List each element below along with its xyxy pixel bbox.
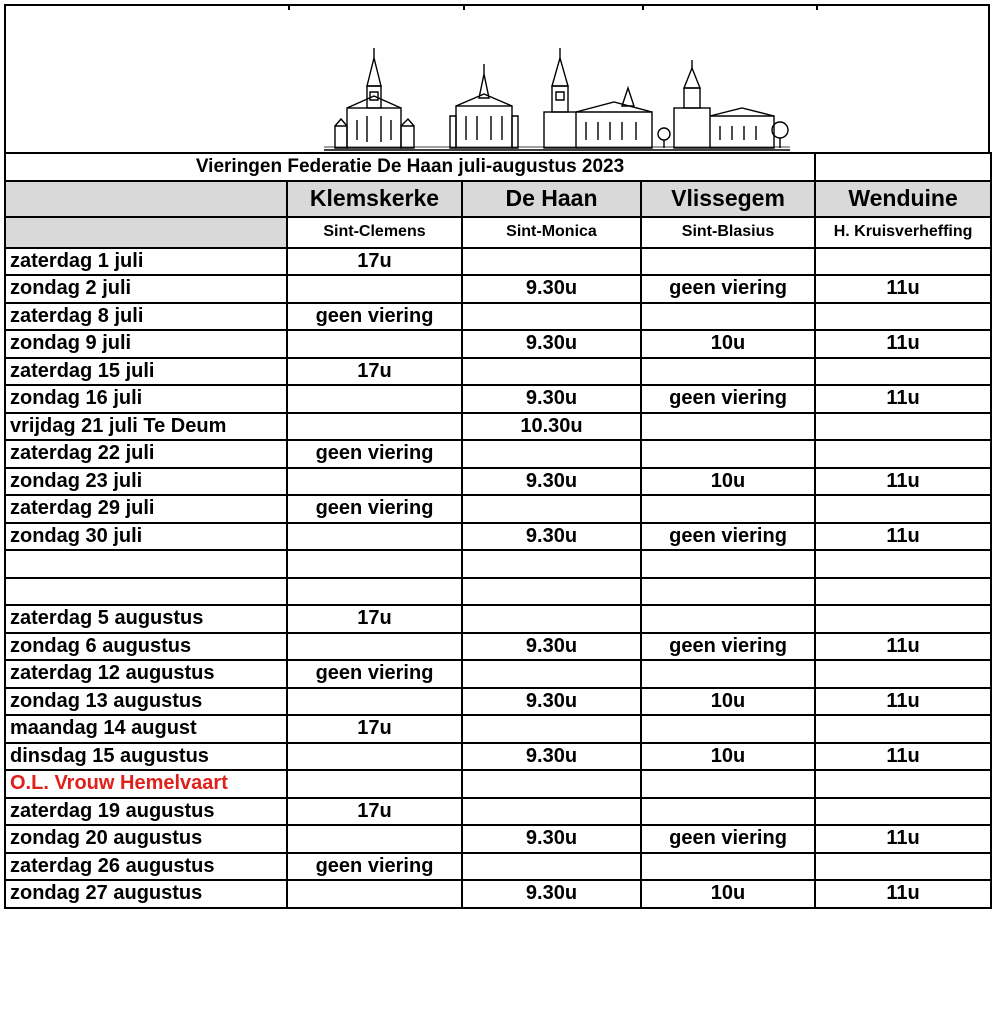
time-cell	[462, 303, 641, 331]
time-cell	[287, 688, 462, 716]
time-cell	[287, 578, 462, 606]
time-cell	[287, 330, 462, 358]
time-cell: 9.30u	[462, 385, 641, 413]
day-cell: O.L. Vrouw Hemelvaart	[5, 770, 287, 798]
time-cell: geen viering	[641, 385, 815, 413]
parish-klemskerke: Klemskerke	[287, 181, 462, 217]
time-cell: 11u	[815, 880, 991, 908]
time-cell	[815, 495, 991, 523]
parish-vlissegem: Vlissegem	[641, 181, 815, 217]
time-cell	[287, 275, 462, 303]
time-cell	[462, 358, 641, 386]
time-cell	[287, 825, 462, 853]
day-cell: zaterdag 26 augustus	[5, 853, 287, 881]
time-cell	[815, 440, 991, 468]
time-cell	[462, 578, 641, 606]
time-cell	[462, 550, 641, 578]
title-row	[5, 153, 991, 181]
table-row	[5, 825, 991, 853]
table-row	[5, 275, 991, 303]
time-cell	[815, 605, 991, 633]
time-cell: 17u	[287, 798, 462, 826]
church-sint-monica: Sint-Monica	[462, 217, 641, 248]
time-cell	[462, 798, 641, 826]
table-row	[5, 798, 991, 826]
time-cell: geen viering	[287, 303, 462, 331]
time-cell: geen viering	[641, 633, 815, 661]
table-row	[5, 330, 991, 358]
table-row	[5, 688, 991, 716]
time-cell: 11u	[815, 743, 991, 771]
page-title: Vieringen Federatie De Haan juli-augustus 2023	[5, 153, 815, 181]
time-cell	[462, 605, 641, 633]
time-cell	[287, 743, 462, 771]
time-cell	[815, 303, 991, 331]
day-cell: zaterdag 29 juli	[5, 495, 287, 523]
time-cell: geen viering	[287, 853, 462, 881]
time-cell: geen viering	[287, 440, 462, 468]
time-cell	[287, 880, 462, 908]
schedule-table	[4, 152, 992, 909]
day-cell: vrijdag 21 juli Te Deum	[5, 413, 287, 441]
time-cell: 9.30u	[462, 330, 641, 358]
time-cell: 11u	[815, 330, 991, 358]
time-cell	[462, 770, 641, 798]
church-header-row	[5, 217, 991, 248]
time-cell: 10.30u	[462, 413, 641, 441]
time-cell	[815, 715, 991, 743]
time-cell	[641, 660, 815, 688]
time-cell: 9.30u	[462, 825, 641, 853]
day-cell: zaterdag 12 augustus	[5, 660, 287, 688]
table-row	[5, 853, 991, 881]
day-cell: zaterdag 5 augustus	[5, 605, 287, 633]
day-cell: zondag 23 juli	[5, 468, 287, 496]
time-cell: geen viering	[287, 660, 462, 688]
table-row	[5, 303, 991, 331]
time-cell	[815, 578, 991, 606]
time-cell	[641, 358, 815, 386]
time-cell: 11u	[815, 688, 991, 716]
day-cell: zondag 9 juli	[5, 330, 287, 358]
time-cell: 10u	[641, 330, 815, 358]
table-row	[5, 523, 991, 551]
time-cell	[641, 715, 815, 743]
time-cell	[815, 413, 991, 441]
time-cell	[641, 798, 815, 826]
time-cell	[641, 248, 815, 276]
time-cell	[462, 660, 641, 688]
table-row	[5, 495, 991, 523]
church-villages-drawing-icon	[322, 46, 792, 156]
time-cell	[815, 358, 991, 386]
day-cell: zaterdag 15 juli	[5, 358, 287, 386]
day-cell: zondag 20 augustus	[5, 825, 287, 853]
time-cell: geen viering	[287, 495, 462, 523]
time-cell: 17u	[287, 605, 462, 633]
church-h-kruisverheffing: H. Kruisverheffing	[815, 217, 991, 248]
day-cell	[5, 578, 287, 606]
parish-de-haan: De Haan	[462, 181, 641, 217]
time-cell	[462, 495, 641, 523]
time-cell	[641, 550, 815, 578]
table-row	[5, 578, 991, 606]
time-cell: 17u	[287, 358, 462, 386]
time-cell: 10u	[641, 688, 815, 716]
time-cell	[641, 770, 815, 798]
time-cell	[641, 605, 815, 633]
banner	[4, 4, 990, 154]
parish-wenduine: Wenduine	[815, 181, 991, 217]
time-cell	[641, 303, 815, 331]
table-row	[5, 468, 991, 496]
time-cell	[815, 853, 991, 881]
time-cell	[462, 715, 641, 743]
time-cell: 10u	[641, 743, 815, 771]
time-cell: 17u	[287, 715, 462, 743]
time-cell	[287, 770, 462, 798]
time-cell	[462, 248, 641, 276]
day-cell: zondag 6 augustus	[5, 633, 287, 661]
time-cell	[287, 523, 462, 551]
table-row	[5, 413, 991, 441]
day-cell: zaterdag 8 juli	[5, 303, 287, 331]
time-cell	[287, 468, 462, 496]
time-cell: geen viering	[641, 275, 815, 303]
time-cell	[815, 770, 991, 798]
time-cell: 10u	[641, 880, 815, 908]
day-cell: zondag 27 augustus	[5, 880, 287, 908]
table-row	[5, 770, 991, 798]
table-row	[5, 385, 991, 413]
time-cell	[287, 385, 462, 413]
day-cell: zondag 30 juli	[5, 523, 287, 551]
time-cell	[641, 440, 815, 468]
day-cell: zondag 16 juli	[5, 385, 287, 413]
time-cell: 11u	[815, 523, 991, 551]
table-row	[5, 550, 991, 578]
table-row	[5, 248, 991, 276]
time-cell	[815, 660, 991, 688]
table-row	[5, 715, 991, 743]
time-cell	[462, 440, 641, 468]
table-row	[5, 743, 991, 771]
time-cell: 11u	[815, 385, 991, 413]
time-cell: 11u	[815, 633, 991, 661]
time-cell	[287, 413, 462, 441]
time-cell	[815, 798, 991, 826]
time-cell	[287, 633, 462, 661]
time-cell: 9.30u	[462, 688, 641, 716]
church-sint-blasius: Sint-Blasius	[641, 217, 815, 248]
day-cell: zaterdag 1 juli	[5, 248, 287, 276]
time-cell: 9.30u	[462, 880, 641, 908]
time-cell: 17u	[287, 248, 462, 276]
time-cell	[815, 248, 991, 276]
time-cell	[815, 550, 991, 578]
day-cell: zaterdag 22 juli	[5, 440, 287, 468]
church-sint-clemens: Sint-Clemens	[287, 217, 462, 248]
time-cell: 9.30u	[462, 468, 641, 496]
time-cell: 9.30u	[462, 275, 641, 303]
day-cell: dinsdag 15 augustus	[5, 743, 287, 771]
time-cell: 9.30u	[462, 633, 641, 661]
time-cell: geen viering	[641, 523, 815, 551]
time-cell: 11u	[815, 825, 991, 853]
table-row	[5, 633, 991, 661]
time-cell	[641, 413, 815, 441]
day-cell: zondag 2 juli	[5, 275, 287, 303]
time-cell: 9.30u	[462, 743, 641, 771]
table-row	[5, 660, 991, 688]
time-cell: 11u	[815, 275, 991, 303]
day-cell: zaterdag 19 augustus	[5, 798, 287, 826]
time-cell: 9.30u	[462, 523, 641, 551]
time-cell	[462, 853, 641, 881]
time-cell	[641, 853, 815, 881]
day-cell	[5, 550, 287, 578]
table-row	[5, 605, 991, 633]
table-row	[5, 880, 991, 908]
time-cell: 11u	[815, 468, 991, 496]
time-cell	[641, 578, 815, 606]
time-cell	[287, 550, 462, 578]
table-row	[5, 358, 991, 386]
day-cell: maandag 14 august	[5, 715, 287, 743]
time-cell	[641, 495, 815, 523]
parish-header-row	[5, 181, 991, 217]
day-cell: zondag 13 augustus	[5, 688, 287, 716]
table-row	[5, 440, 991, 468]
time-cell: 10u	[641, 468, 815, 496]
time-cell: geen viering	[641, 825, 815, 853]
